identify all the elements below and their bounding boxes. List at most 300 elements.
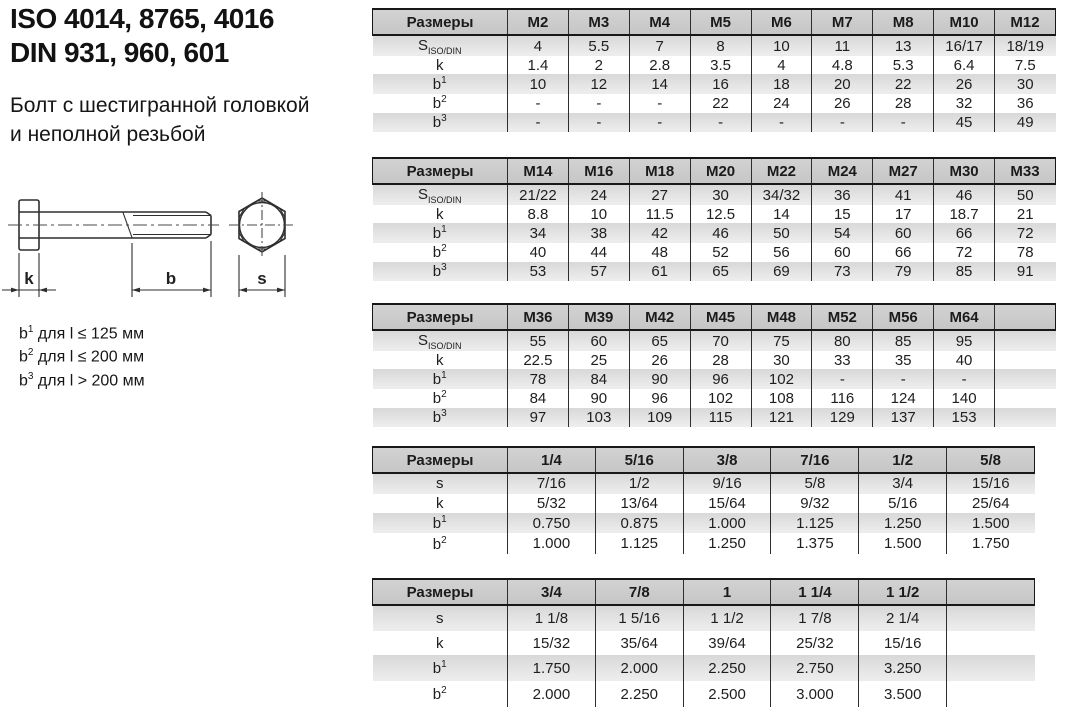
footnote-b3-sup: 3 [27, 370, 34, 382]
cell-value: 60 [873, 223, 934, 242]
table-row [373, 605, 1035, 631]
cell-value: 27 [629, 184, 690, 205]
cell-value: 2.250 [683, 655, 771, 681]
dimension-label-s: s [257, 269, 267, 288]
empty-cell [995, 351, 1056, 369]
cell-value: 2 [568, 56, 629, 74]
row-label: $b^2$ [373, 533, 508, 554]
table-corner-header: Размеры [373, 158, 508, 184]
cell-value: 1.000 [683, 513, 771, 534]
cell-value: 18 [751, 74, 812, 93]
cell-value: 9/32 [771, 494, 859, 513]
footnote-b1-symbol: b [19, 325, 28, 343]
row-label: $b^1$ [373, 369, 508, 388]
cell-value: 28 [690, 351, 751, 369]
cell-value: 55 [508, 330, 569, 351]
row-label: $b^2$ [373, 681, 508, 707]
dimension-s [239, 255, 285, 297]
row-label: k [373, 205, 508, 223]
cell-value: 1.125 [771, 513, 859, 534]
table-row [373, 408, 1056, 427]
dimension-b [132, 241, 211, 297]
cell-value: 18.7 [934, 205, 995, 223]
row-label: $b^1$ [373, 513, 508, 534]
size-column-header: M27 [873, 158, 934, 184]
footnote-b2-sup: 2 [27, 347, 34, 359]
size-column-header: M10 [934, 9, 995, 35]
table-corner-header: Размеры [373, 304, 508, 330]
size-column-header: 5/8 [947, 447, 1035, 473]
cell-value: 96 [690, 369, 751, 388]
size-column-header: M42 [629, 304, 690, 330]
table-row [373, 330, 1056, 351]
empty-cell [947, 605, 1035, 631]
cell-value: 9/16 [683, 473, 771, 494]
size-column-header: M2 [508, 9, 569, 35]
cell-value: 2.000 [508, 681, 596, 707]
empty-cell [995, 369, 1056, 388]
cell-value: - [629, 94, 690, 113]
cell-value: 7.5 [995, 56, 1056, 74]
cell-value: 3.000 [771, 681, 859, 707]
cell-value: 21 [995, 205, 1056, 223]
row-label: s [373, 473, 508, 494]
row-label: k [373, 494, 508, 513]
size-column-header: M39 [568, 304, 629, 330]
cell-value: 102 [690, 389, 751, 408]
size-column-header: M3 [568, 9, 629, 35]
inch-table-quarter-to-5-8 [372, 446, 1035, 554]
cell-value: - [508, 113, 569, 132]
cell-value: 18/19 [995, 35, 1056, 56]
table-row [373, 205, 1056, 223]
cell-value: - [508, 94, 569, 113]
row-label: s [373, 605, 508, 631]
size-column-header: M16 [568, 158, 629, 184]
cell-value: 1 1/2 [683, 605, 771, 631]
table-corner-header: Размеры [373, 447, 508, 473]
product-subtitle-line2: и неполной резьбой [10, 123, 206, 146]
cell-value: 2 1/4 [859, 605, 947, 631]
cell-value: 40 [934, 351, 995, 369]
cell-value: 52 [690, 243, 751, 262]
cell-value: 44 [568, 243, 629, 262]
cell-value: 36 [812, 184, 873, 205]
cell-value: 66 [873, 243, 934, 262]
empty-cell [995, 389, 1056, 408]
cell-value: 3.250 [859, 655, 947, 681]
cell-value: 12 [568, 74, 629, 93]
cell-value: 121 [751, 408, 812, 427]
row-label: $b^1$ [373, 74, 508, 93]
cell-value: 13 [873, 35, 934, 56]
cell-value: - [812, 113, 873, 132]
cell-value: 34 [508, 223, 569, 242]
table-row [373, 513, 1035, 534]
cell-value: 15/64 [683, 494, 771, 513]
cell-value: 10 [568, 205, 629, 223]
cell-value: 8.8 [508, 205, 569, 223]
cell-value: 129 [812, 408, 873, 427]
table-row [373, 389, 1056, 408]
cell-value: 116 [812, 389, 873, 408]
size-column-header: M18 [629, 158, 690, 184]
size-column-header: 1 1/2 [859, 579, 947, 605]
cell-value: 72 [934, 243, 995, 262]
spec-table-1 [372, 8, 1056, 132]
table-row [373, 223, 1056, 242]
table-row [373, 494, 1035, 513]
bolt-side-view [8, 200, 219, 250]
cell-value: 0.875 [595, 513, 683, 534]
cell-value: 2.8 [629, 56, 690, 74]
size-column-header: M6 [751, 9, 812, 35]
table-row [373, 631, 1035, 655]
spec-table-5 [372, 578, 1035, 707]
row-label: k [373, 351, 508, 369]
size-column-header: M56 [873, 304, 934, 330]
cell-value: - [934, 369, 995, 388]
cell-value: 15/16 [859, 631, 947, 655]
spec-table-2 [372, 157, 1056, 281]
cell-value: 90 [629, 369, 690, 388]
spec-table-3 [372, 303, 1056, 427]
empty-cell [947, 655, 1035, 681]
cell-value: 70 [690, 330, 751, 351]
cell-value: 5/32 [508, 494, 596, 513]
cell-value: 11.5 [629, 205, 690, 223]
cell-value: 1 7/8 [771, 605, 859, 631]
cell-value: 61 [629, 262, 690, 281]
cell-value: 11 [812, 35, 873, 56]
cell-value: 75 [751, 330, 812, 351]
cell-value: 15/32 [508, 631, 596, 655]
cell-value: 24 [751, 94, 812, 113]
size-column-header: M5 [690, 9, 751, 35]
table-corner-header: Размеры [373, 9, 508, 35]
cell-value: 26 [934, 74, 995, 93]
empty-cell [947, 631, 1035, 655]
cell-value: 39/64 [683, 631, 771, 655]
cell-value: 21/22 [508, 184, 569, 205]
cell-value: 115 [690, 408, 751, 427]
empty-column-header [995, 304, 1056, 330]
cell-value: 137 [873, 408, 934, 427]
table-row [373, 369, 1056, 388]
cell-value: 5/8 [771, 473, 859, 494]
row-label: $b^3$ [373, 262, 508, 281]
footnote-b3-symbol: b [19, 371, 28, 389]
footnotes [19, 320, 145, 390]
cell-value: 16/17 [934, 35, 995, 56]
cell-value: 50 [995, 184, 1056, 205]
cell-value: 17 [873, 205, 934, 223]
cell-value: - [629, 113, 690, 132]
cell-value: 140 [934, 389, 995, 408]
cell-value: 85 [873, 330, 934, 351]
cell-value: 2.500 [683, 681, 771, 707]
cell-value: 20 [812, 74, 873, 93]
empty-cell [947, 681, 1035, 707]
footnote-b3 [19, 367, 145, 390]
row-label: $b^3$ [373, 408, 508, 427]
cell-value: 30 [751, 351, 812, 369]
size-column-header: 3/8 [683, 447, 771, 473]
product-subtitle-line1: Болт с шестигранной головкой [10, 94, 310, 117]
cell-value: 0.750 [508, 513, 596, 534]
table-row [373, 533, 1035, 554]
size-column-header: 1 [683, 579, 771, 605]
cell-value: 38 [568, 223, 629, 242]
size-column-header: 1 1/4 [771, 579, 859, 605]
cell-value: 50 [751, 223, 812, 242]
size-column-header: M12 [995, 9, 1056, 35]
cell-value: - [690, 113, 751, 132]
cell-value: 30 [995, 74, 1056, 93]
table-corner-header: Размеры [373, 579, 508, 605]
cell-value: 103 [568, 408, 629, 427]
cell-value: 10 [508, 74, 569, 93]
row-label: $b^2$ [373, 243, 508, 262]
cell-value: - [751, 113, 812, 132]
cell-value: 35 [873, 351, 934, 369]
dimension-k [2, 253, 56, 297]
cell-value: 35/64 [595, 631, 683, 655]
spec-table-4 [372, 446, 1035, 554]
row-label: $b^1$ [373, 223, 508, 242]
cell-value: 1.4 [508, 56, 569, 74]
footnote-b1-sup: 1 [27, 324, 34, 335]
cell-value: - [568, 94, 629, 113]
bolt-technical-drawing [0, 185, 350, 307]
cell-value: 14 [751, 205, 812, 223]
cell-value: 1 1/8 [508, 605, 596, 631]
cell-value: 1.750 [947, 533, 1035, 554]
cell-value: 41 [873, 184, 934, 205]
row-label: $S_{ISO/DIN}$ [373, 35, 508, 56]
size-column-header: M48 [751, 304, 812, 330]
cell-value: 78 [508, 369, 569, 388]
cell-value: 15/16 [947, 473, 1035, 494]
size-column-header: 5/16 [595, 447, 683, 473]
table-row [373, 184, 1056, 205]
cell-value: 46 [690, 223, 751, 242]
row-label: $b^2$ [373, 94, 508, 113]
size-column-header: M7 [812, 9, 873, 35]
table-row [373, 94, 1056, 113]
row-label: $b^2$ [373, 389, 508, 408]
cell-value: 45 [934, 113, 995, 132]
table-row [373, 473, 1035, 494]
cell-value: 109 [629, 408, 690, 427]
cell-value: 79 [873, 262, 934, 281]
cell-value: 85 [934, 262, 995, 281]
cell-value: 124 [873, 389, 934, 408]
cell-value: 96 [629, 389, 690, 408]
cell-value: 6.4 [934, 56, 995, 74]
table-row [373, 351, 1056, 369]
cell-value: - [812, 369, 873, 388]
cell-value: 65 [690, 262, 751, 281]
cell-value: 46 [934, 184, 995, 205]
size-column-header: 7/8 [595, 579, 683, 605]
cell-value: 65 [629, 330, 690, 351]
cell-value: 95 [934, 330, 995, 351]
cell-value: 1.250 [859, 513, 947, 534]
cell-value: 7/16 [508, 473, 596, 494]
cell-value: - [873, 113, 934, 132]
table-row [373, 655, 1035, 681]
footnote-b1 [19, 320, 145, 343]
cell-value: 25/64 [947, 494, 1035, 513]
size-column-header: M30 [934, 158, 995, 184]
size-column-header: 3/4 [508, 579, 596, 605]
cell-value: 49 [995, 113, 1056, 132]
metric-table-m14-m33 [372, 157, 1056, 281]
cell-value: 84 [508, 389, 569, 408]
cell-value: 16 [690, 74, 751, 93]
title-block [10, 2, 370, 70]
row-label: k [373, 631, 508, 655]
size-column-header: M20 [690, 158, 751, 184]
cell-value: 32 [934, 94, 995, 113]
cell-value: 1 5/16 [595, 605, 683, 631]
table-row [373, 56, 1056, 74]
footnote-b1-text: для l ≤ 125 мм [33, 325, 145, 343]
cell-value: 25/32 [771, 631, 859, 655]
size-column-header: M45 [690, 304, 751, 330]
cell-value: 3/4 [859, 473, 947, 494]
dimension-label-k: k [24, 269, 34, 288]
cell-value: 5.5 [568, 35, 629, 56]
cell-value: 1.500 [859, 533, 947, 554]
cell-value: 73 [812, 262, 873, 281]
cell-value: 5.3 [873, 56, 934, 74]
cell-value: 108 [751, 389, 812, 408]
cell-value: 80 [812, 330, 873, 351]
cell-value: 3.5 [690, 56, 751, 74]
cell-value: 22 [873, 74, 934, 93]
cell-value: 91 [995, 262, 1056, 281]
cell-value: 90 [568, 389, 629, 408]
cell-value: 1.375 [771, 533, 859, 554]
cell-value: 4.8 [812, 56, 873, 74]
footnote-b2 [19, 343, 145, 366]
row-label: k [373, 56, 508, 74]
row-label: $S_{ISO/DIN}$ [373, 330, 508, 351]
cell-value: 1.250 [683, 533, 771, 554]
cell-value: 84 [568, 369, 629, 388]
cell-value: 14 [629, 74, 690, 93]
footnote-b2-text: для l ≤ 200 мм [33, 348, 145, 366]
cell-value: 56 [751, 243, 812, 262]
cell-value: 53 [508, 262, 569, 281]
cell-value: 34/32 [751, 184, 812, 205]
cell-value: 1.500 [947, 513, 1035, 534]
standards-title-iso: ISO 4014, 8765, 4016 [10, 3, 274, 34]
empty-cell [995, 330, 1056, 351]
cell-value: 1.000 [508, 533, 596, 554]
cell-value: 97 [508, 408, 569, 427]
size-column-header: M4 [629, 9, 690, 35]
table-row [373, 74, 1056, 93]
cell-value: 15 [812, 205, 873, 223]
cell-value: 12.5 [690, 205, 751, 223]
size-column-header: M64 [934, 304, 995, 330]
size-column-header: M33 [995, 158, 1056, 184]
size-column-header: M8 [873, 9, 934, 35]
size-column-header: 1/2 [859, 447, 947, 473]
metric-table-m2-m12 [372, 8, 1056, 132]
cell-value: 3.500 [859, 681, 947, 707]
cell-value: 40 [508, 243, 569, 262]
cell-value: 30 [690, 184, 751, 205]
table-row [373, 681, 1035, 707]
cell-value: 13/64 [595, 494, 683, 513]
product-subtitle [10, 91, 370, 149]
table-row [373, 262, 1056, 281]
cell-value: 25 [568, 351, 629, 369]
empty-cell [995, 408, 1056, 427]
cell-value: 48 [629, 243, 690, 262]
cell-value: 10 [751, 35, 812, 56]
table-row [373, 35, 1056, 56]
cell-value: 153 [934, 408, 995, 427]
cell-value: 22 [690, 94, 751, 113]
cell-value: 33 [812, 351, 873, 369]
size-column-header: M52 [812, 304, 873, 330]
cell-value: 22.5 [508, 351, 569, 369]
row-label: $b^1$ [373, 655, 508, 681]
dimension-label-b: b [165, 269, 177, 288]
metric-table-m36-m64 [372, 303, 1056, 427]
cell-value: 60 [568, 330, 629, 351]
cell-value: 5/16 [859, 494, 947, 513]
empty-column-header [947, 579, 1035, 605]
table-row [373, 243, 1056, 262]
cell-value: 8 [690, 35, 751, 56]
cell-value: - [568, 113, 629, 132]
cell-value: 1/2 [595, 473, 683, 494]
standards-title-din: DIN 931, 960, 601 [10, 37, 229, 68]
cell-value: 102 [751, 369, 812, 388]
cell-value: 24 [568, 184, 629, 205]
cell-value: 66 [934, 223, 995, 242]
footnote-b3-text: для l > 200 мм [33, 371, 145, 389]
cell-value: 36 [995, 94, 1056, 113]
cell-value: 2.000 [595, 655, 683, 681]
cell-value: 72 [995, 223, 1056, 242]
cell-value: 26 [812, 94, 873, 113]
size-column-header: 1/4 [508, 447, 596, 473]
size-column-header: M14 [508, 158, 569, 184]
cell-value: 4 [751, 56, 812, 74]
cell-value: 42 [629, 223, 690, 242]
row-label: $b^3$ [373, 113, 508, 132]
size-column-header: 7/16 [771, 447, 859, 473]
table-row [373, 113, 1056, 132]
cell-value: 2.250 [595, 681, 683, 707]
cell-value: 1.125 [595, 533, 683, 554]
cell-value: 26 [629, 351, 690, 369]
size-column-header: M22 [751, 158, 812, 184]
cell-value: 1.750 [508, 655, 596, 681]
cell-value: 69 [751, 262, 812, 281]
row-label: $S_{ISO/DIN}$ [373, 184, 508, 205]
cell-value: 57 [568, 262, 629, 281]
size-column-header: M24 [812, 158, 873, 184]
footnote-b2-symbol: b [19, 348, 28, 366]
